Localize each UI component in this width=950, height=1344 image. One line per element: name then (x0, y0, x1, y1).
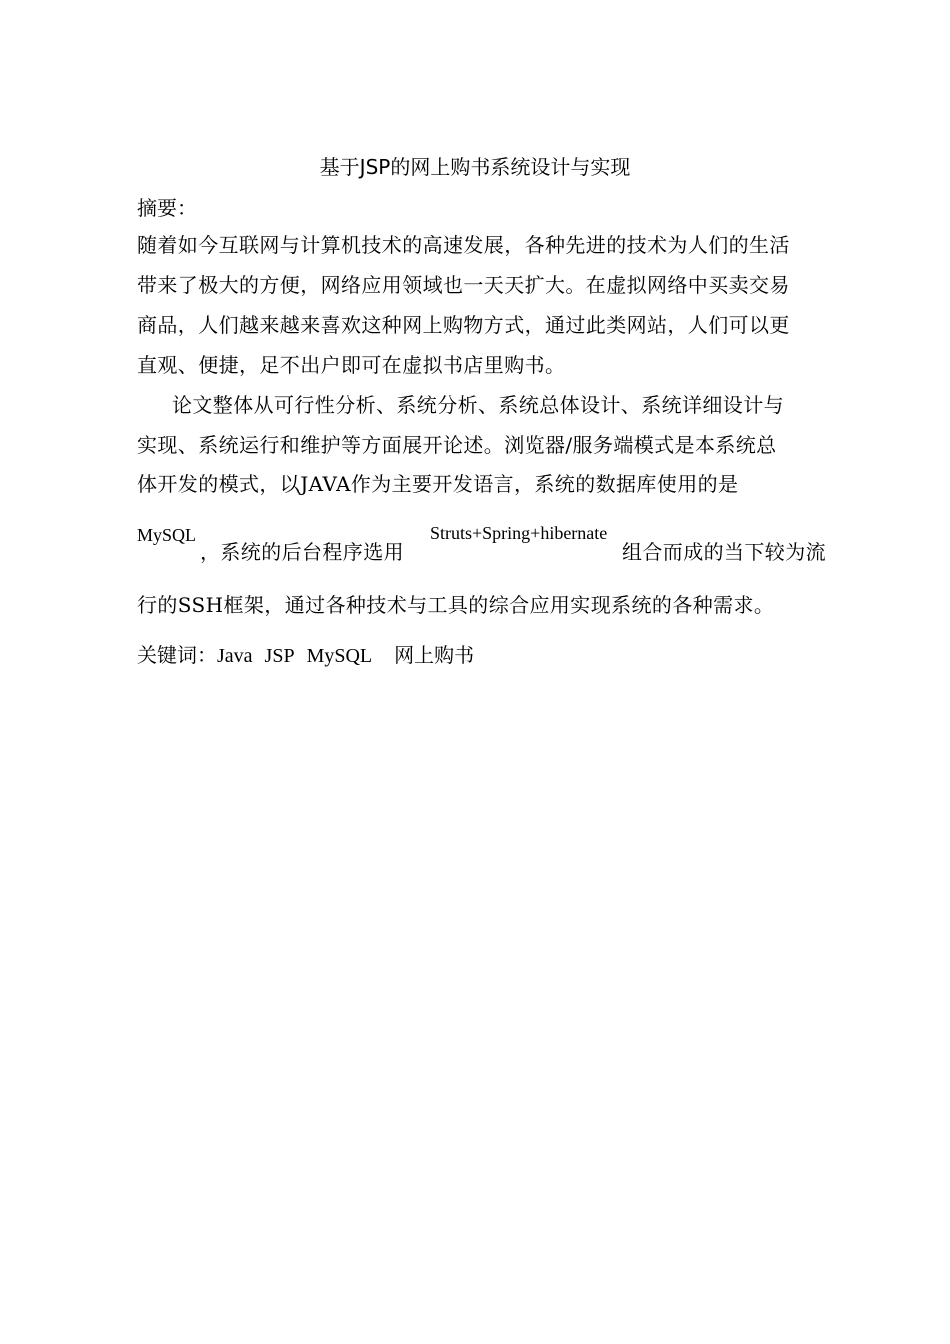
keyword-item: Java (217, 645, 253, 667)
abstract-paragraph2-line1: 论文整体从可行性分析、系统分析、系统总体设计、系统详细设计与 (172, 393, 784, 417)
keyword-item: 网上购书 (394, 643, 475, 667)
abstract-paragraph2-line4-middle: ，系统的后台程序选用 (200, 540, 404, 564)
keyword-item: MySQL (306, 645, 373, 667)
abstract-paragraph1-line1: 随着如今互联网与计算机技术的高速发展，各种先进的技术为人们的生活 (137, 233, 790, 257)
framework-name-text: Struts+Spring+hibernate (430, 523, 608, 543)
abstract-paragraph1-line3: 商品，人们越来越来喜欢这种网上购物方式，通过此类网站，人们可以更 (137, 313, 790, 337)
abstract-paragraph2-line3: 体开发的模式，以JAVA作为主要开发语言，系统的数据库使用的是 (137, 472, 739, 496)
abstract-paragraph1-line2: 带来了极大的方便，网络应用领域也一天天扩大。在虚拟网络中买卖交易 (137, 273, 790, 297)
database-name-text: MySQL (137, 525, 197, 545)
abstract-paragraph2-line4-tail: 组合而成的当下较为流 (622, 540, 826, 564)
keywords-label: 关键词： (137, 643, 217, 667)
abstract-paragraph2-line2: 实现、系统运行和维护等方面展开论述。浏览器/服务端模式是本系统总 (137, 433, 777, 457)
abstract-paragraph2-line5: 行的SSH框架，通过各种技术与工具的综合应用实现系统的各种需求。 (137, 593, 775, 617)
abstract-paragraph1-line4: 直观、便捷，足不出户即可在虚拟书店里购书。 (137, 353, 566, 377)
keywords-line (137, 640, 474, 671)
document-title: 基于JSP的网上购书系统设计与实现 (319, 155, 631, 179)
keyword-item: JSP (264, 645, 295, 667)
abstract-label: 摘要： (137, 196, 197, 220)
